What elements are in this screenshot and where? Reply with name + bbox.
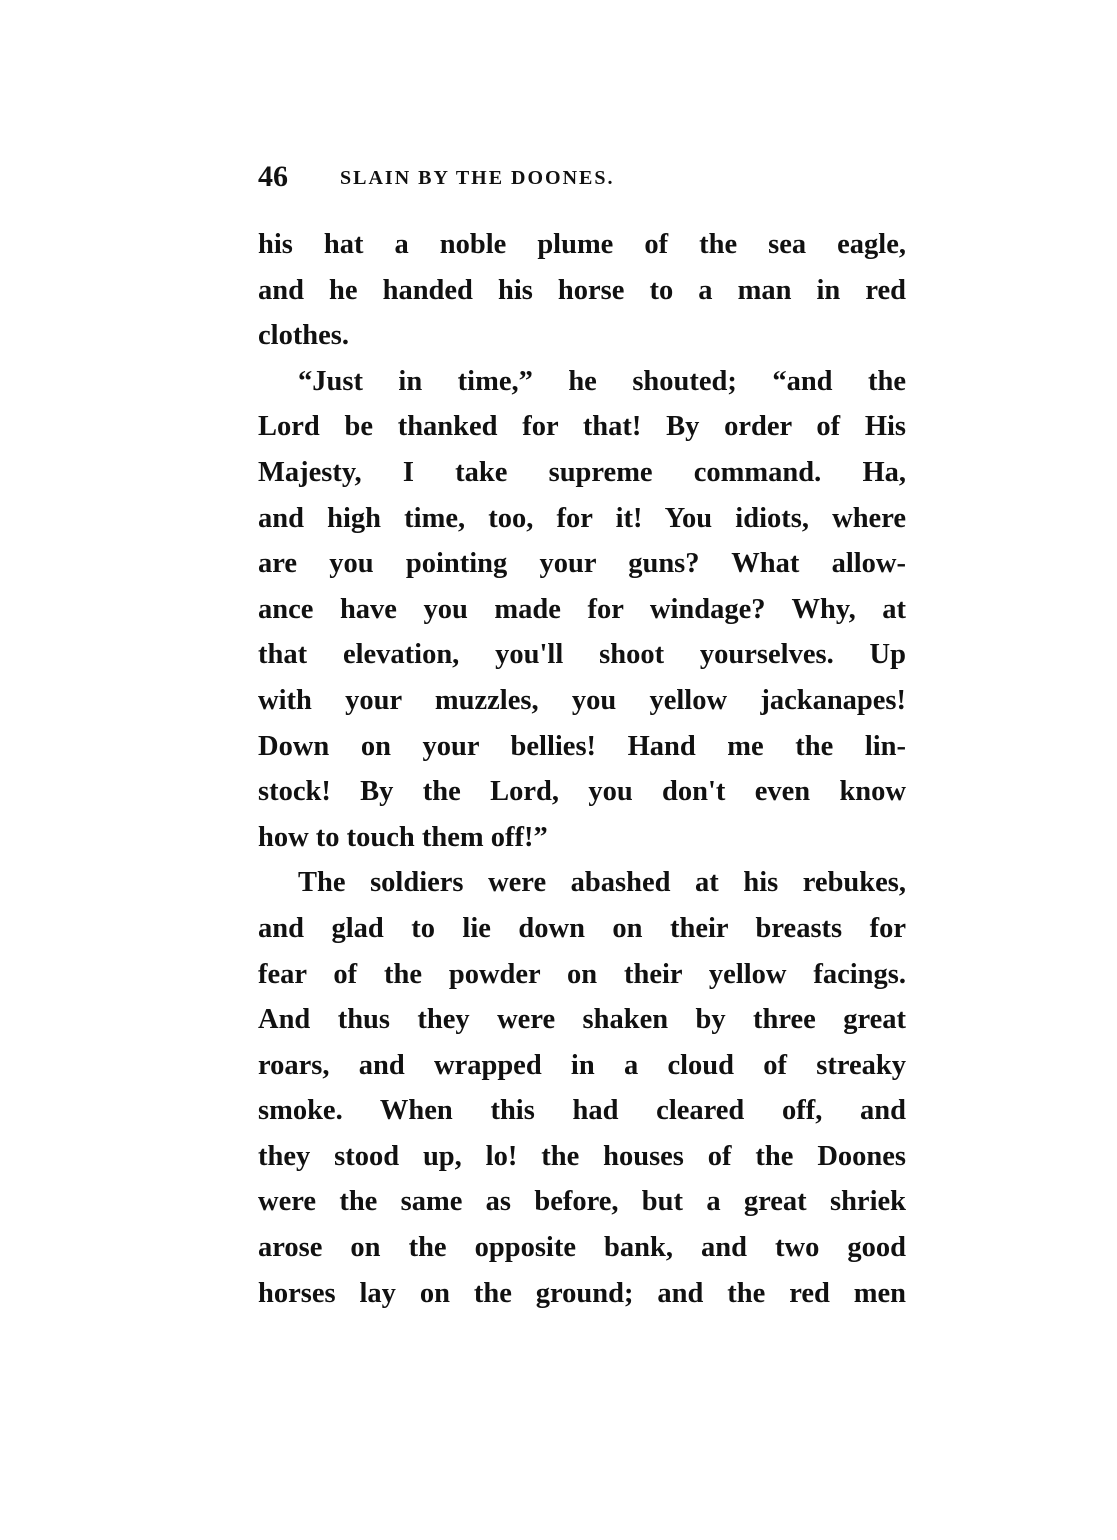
- text-line: “Just in time,” he shouted; “and the: [298, 365, 906, 397]
- text-line: The soldiers were abashed at his rebukes,: [298, 867, 906, 899]
- text-line: horses lay on the ground; and the red men: [258, 1277, 906, 1309]
- text-line: they stood up, lo! the houses of the Doones: [258, 1140, 906, 1172]
- text-line: ance have you made for windage? Why, at: [258, 593, 906, 625]
- text-line: roars, and wrapped in a cloud of streaky: [258, 1049, 906, 1081]
- text-line: Lord be thanked for that! By order of His: [258, 411, 906, 443]
- text-line: with your muzzles, you yellow jackanapes!: [258, 684, 906, 716]
- text-line: fear of the powder on their yellow facings.: [258, 958, 906, 990]
- text-line: stock! By the Lord, you don't even know: [258, 776, 906, 808]
- text-line: how to touch them off!”: [258, 821, 548, 853]
- text-line: smoke. When this had cleared off, and: [258, 1095, 906, 1127]
- text-line: were the same as before, but a great shriek: [258, 1186, 906, 1218]
- text-line: clothes.: [258, 320, 350, 352]
- text-line: arose on the opposite bank, and two good: [258, 1232, 906, 1264]
- text-line: and he handed his horse to a man in red: [258, 274, 906, 306]
- page-header: [258, 160, 908, 200]
- text-line: Majesty, I take supreme command. Ha,: [258, 456, 906, 488]
- text-line: And thus they were shaken by three great: [258, 1004, 906, 1036]
- text-line: and high time, too, for it! You idiots, where: [258, 502, 906, 534]
- text-line: that elevation, you'll shoot yourselves. Up: [258, 639, 906, 671]
- text-line: and glad to lie down on their breasts for: [258, 912, 906, 944]
- text-line: his hat a noble plume of the sea eagle,: [258, 229, 906, 260]
- page-number: 46: [258, 160, 288, 193]
- text-line: are you pointing your guns? What allow-: [258, 548, 906, 580]
- body-text: [258, 222, 906, 1316]
- running-title: SLAIN BY THE DOONES.: [340, 167, 615, 189]
- text-line: Down on your bellies! Hand me the lin-: [258, 730, 906, 762]
